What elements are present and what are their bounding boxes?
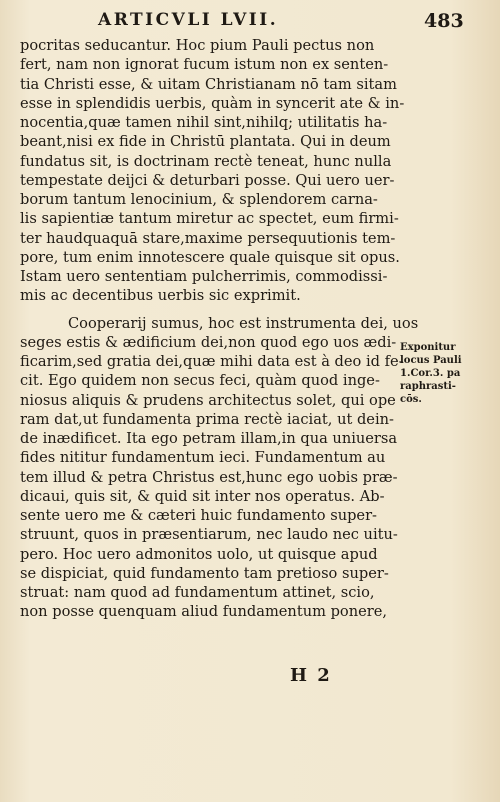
text-line: Istam uero sententiam pulcherrimis, commodissi- — [20, 268, 388, 285]
text-line: struat: nam quod ad fundamentum attinet, scio, — [20, 584, 375, 601]
text-line: sente uero me & cæteri huic fundamento super- — [20, 507, 377, 524]
text-line: fides nititur fundamentum ieci. Fundamentum au — [20, 449, 386, 467]
text-line: beant,nisi ex fide in Christū plantata. Qui in deum — [20, 133, 391, 151]
marginal-note-line: Exponitur — [400, 342, 456, 353]
text-line: se dispiciat, quid fundamento tam pretioso super- — [20, 564, 389, 582]
paragraph-gap — [20, 306, 398, 314]
marginal-note-line: locus Pauli — [400, 355, 462, 366]
text-line: ram dat,ut fundamenta prima rectè iaciat, ut dein- — [20, 410, 394, 428]
text-line: tempestate deijci & deturbari posse. Qui uero uer- — [20, 171, 395, 189]
text-line: fundatus sit, is doctrinam rectè teneat, hunc nulla — [20, 152, 392, 170]
text-line: tia Christi esse, & uitam Christianam nō tam sitam — [20, 75, 397, 93]
marginal-note — [400, 341, 496, 406]
signature-mark: H 2 — [290, 665, 332, 686]
text-line: de inædificet. Ita ego petram illam,in qua uniuersa — [20, 430, 398, 447]
page-header — [0, 6, 500, 36]
text-line: struunt, quos in præsentiarum, nec laudo nec uitu- — [20, 526, 398, 544]
text-line: esse in splendidis uerbis, quàm in syncerit ate & in- — [20, 94, 405, 112]
text-line: mis ac decentibus uerbis sic exprimit. — [20, 287, 301, 305]
text-line: borum tantum lenocinium, & splendorem carna- — [20, 191, 378, 208]
paragraph-1 — [20, 36, 405, 306]
text-line: pocritas seducantur. Hoc pium Pauli pectus non — [20, 37, 375, 54]
text-line: ter haudquaquā stare,maxime persequutionis tem- — [20, 229, 396, 247]
page-number: 483 — [424, 10, 464, 32]
text-line: cit. Ego quidem non secus feci, quàm quod inge- — [20, 372, 380, 390]
marginal-note-line: cōs. — [400, 394, 422, 405]
text-line: dicaui, quis sit, & quid sit inter nos operatus. Ab- — [20, 487, 385, 505]
text-line: ficarim,sed gratia dei,quæ mihi data est à deo id fe- — [20, 353, 404, 370]
text-line: lis sapientiæ tantum miretur ac spectet, eum firmi- — [20, 210, 399, 228]
text-line: pore, tum enim innotescere quale quisque sit opus. — [20, 248, 400, 266]
text-line: non posse quenquam aliud fundamentum ponere, — [20, 603, 387, 621]
marginal-note-line: raphrasti- — [400, 381, 456, 392]
marginal-note-line: 1.Cor.3. pa — [400, 368, 461, 379]
text-line: pero. Hoc uero admonitos uolo, ut quisque apud — [20, 545, 378, 563]
text-line: tem illud & petra Christus est,hunc ego uobis præ- — [20, 468, 398, 486]
text-line: fert, nam non ignorat fucum istum non ex senten- — [20, 56, 389, 74]
text-line: niosus aliquis & prudens architectus solet, qui ope — [20, 391, 396, 409]
text-line: Cooperarij sumus, hoc est instrumenta dei, uos — [68, 314, 419, 332]
running-head: ARTICVLI LVII. — [98, 10, 279, 30]
text-line: nocentia,quæ tamen nihil sint,nihilq; utilitatis ha- — [20, 114, 388, 131]
text-line: seges estis & ædificium dei,non quod ego uos ædi- — [20, 333, 397, 351]
